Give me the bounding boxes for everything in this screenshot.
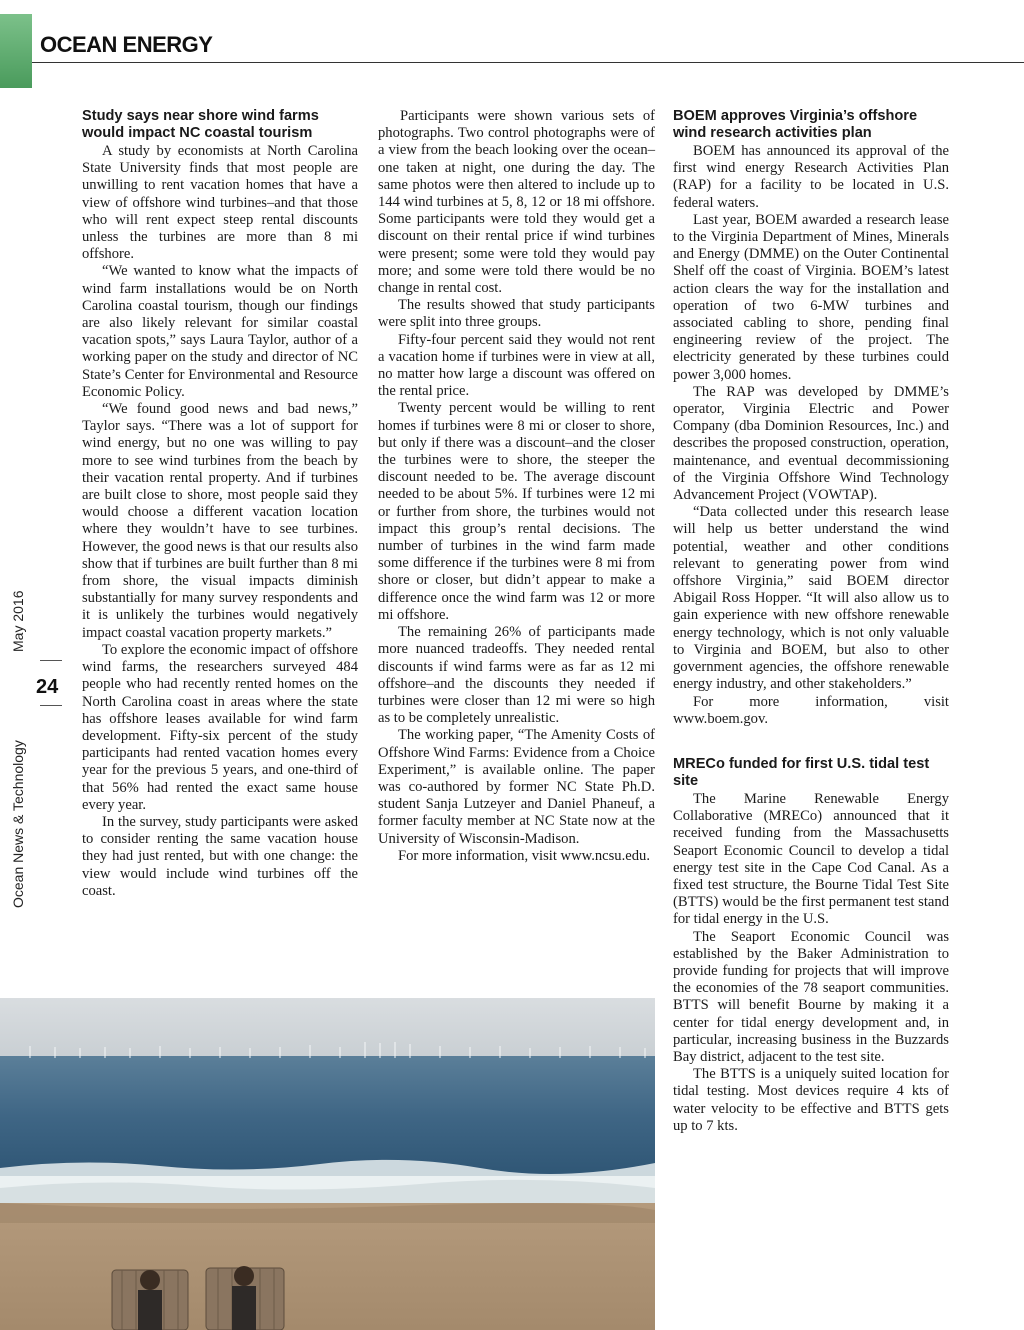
article-column-3 (673, 108, 949, 1135)
page-number: 24 (36, 676, 59, 698)
article1-paragraph: The results showed that study participants were split into three groups. (378, 297, 655, 331)
article2-headline: BOEM approves Virginia’s offshore wind research activities plan (673, 108, 918, 141)
article3-paragraph: The Marine Renewable Energy Collaborative (MRECo) announced that it received funding from the Massachusetts Seaport Economic Council to develop a tidal energy test site in the Cape Cod Canal. As a fixed test structure, the Bourne Tidal Test Site (BTTS) would be the first permanent test stand for tidal energy in the U.S. (673, 790, 949, 928)
article1-paragraph: “We found good news and bad news,” Taylor says. “There was a lot of support for wind energy, but no one was willing to pay more to see wind turbines from the beach by their vacation rental property. And if turbines are built close to shore, most people said they would choose a different vacation location where they wouldn’t have to see turbines. However, the good news is that our results also show that if turbines are built further than 8 mi from shore, the visual impacts diminish substantially for many survey respondents and it is unlikely the turbines would negatively impact coastal vacation property markets.” (82, 401, 358, 641)
header-accent-bar (0, 14, 32, 88)
sidebar-divider-bottom (40, 705, 62, 706)
section-title: OCEAN ENERGY (40, 32, 213, 57)
article-column-2 (378, 108, 655, 865)
article2-paragraph: “Data collected under this research lease will help us better understand the wind potential, weather and other conditions relevant to generating power from wind offshore Virginia,” said BOEM director Abigail Ross Hopper. “It will also allow us to gain experience with new offshore renewable energy technology, which is not only valuable to Virginia and BOEM, but also to other government agencies, the offshore renewable energy industry, and other stakeholders.” (673, 504, 949, 693)
header-divider (32, 62, 1024, 63)
article3-paragraph: The BTTS is a uniquely suited location for tidal testing. Most devices require 4 kts of water velocity to be effective and BTTS gets up to 7 kts. (673, 1066, 949, 1134)
article-spacer (673, 728, 949, 756)
beach-wind-farm-photo (0, 998, 655, 1330)
article1-paragraph: “We wanted to know what the impacts of wind farm installations would be on North Carolina coastal tourism, though our findings are also likely relevant for similar coastal vacation spots,” says Laura Taylor, author of a working paper on the study and director of NC State’s Center for Environmental and Resource Economic Policy. (82, 263, 358, 400)
article1-paragraph: In the survey, study participants were asked to consider renting the same vacation house they had just rented, but with one change: the view would include wind turbines off the coast. (82, 813, 358, 899)
article2-paragraph: Last year, BOEM awarded a research lease to the Virginia Department of Mines, Minerals and Energy (DMME) on the Outer Continental Shelf off the coast of Virginia. BOEM’s latest action clears the way for the installation and operation of two 6-MW turbines and associated cabling to shore, pending final engineering review of the project. The electricity generated by these turbines could power 3,000 homes. (673, 211, 949, 383)
article1-paragraph: Fifty-four percent said they would not rent a vacation home if turbines were in view at all, no matter how large a discount was offered on the rental price. (378, 331, 655, 400)
article1-paragraph: To explore the economic impact of offshore wind farms, the researchers surveyed 484 people who had recently rented homes on the North Carolina coast in areas where the state has offshore leases available for wind farm development. Fifty-six percent of the study participants had rented vacation homes every year for the previous 5 years, and one-third of that 56% had rented the exact same house every year. (82, 641, 358, 813)
article1-paragraph: The remaining 26% of participants made more nuanced tradeoffs. They needed rental discounts if wind farms were as far as 12 mi offshore–and the discounts they needed if turbines were closer than 12 mi were so high as to be completely unrealistic. (378, 624, 655, 727)
article1-paragraph: Participants were shown various sets of photographs. Two control photographs were of a view from the beach looking over the ocean–one taken at night, one during the day. The same photos were then altered to include up to 144 wind turbines at 5, 8, 12 or 18 mi offshore. Some participants were told they would get a discount on their rental price if wind turbines were present; some were told they would pay more; and some were told there would be no change in rental cost. (378, 108, 655, 297)
article3-paragraph: The Seaport Economic Council was established by the Baker Administration to provide funding for projects that will improve the economies of the 78 seaport communities. BTTS will benefit Bourne by making it a center for tidal energy development and, in particular, increasing business in the Buzzards Bay district, adjacent to the test site. (673, 928, 949, 1065)
article2-paragraph: The RAP was developed by DMME’s operator, Virginia Electric and Power Company (dba Dominion Resources, Inc.) and describes the proposed construction, operation, maintenance, and eventual decommissioning of the Virginia Offshore Wind Technology Advancement Project (VOWTAP). (673, 383, 949, 504)
article1-link-paragraph: For more information, visit www.ncsu.edu. (398, 847, 650, 864)
article-column-1 (82, 108, 358, 900)
article2-link-paragraph: For more information, visit www.boem.gov. (673, 693, 949, 727)
article1-paragraph: Twenty percent would be willing to rent homes if turbines were 8 mi or closer to shore, but only if there was a discount–and the closer the turbines were to shore, the steeper the discount needed to be. The average discount needed to be about 5%. If turbines were 12 mi or further from shore, the turbines would not impact this group’s rental decisions. The number of turbines in the wind farm made some difference if the turbines were 8 mi from shore or closer, but didn’t appear to make a difference once the wind farm was 12 or more mi offshore. (378, 400, 655, 623)
article1-paragraph: The working paper, “The Amenity Costs of Offshore Wind Farms: Evidence from a Choice Experiment,” is available online. The paper was co-authored by former NC State Ph.D. student Sanja Lutzeyer and Daniel Phaneuf, a former faculty member at NC State now at the University of Wisconsin-Madison. (378, 727, 655, 847)
article1-paragraph: A study by economists at North Carolina State University finds that most people are unwilling to rent vacation homes that have a view of offshore wind turbines–and that those who will rent expect steep rental discounts unless the turbines are more than 8 mi offshore. (82, 143, 358, 263)
publication-name: Ocean News & Technology (10, 740, 26, 908)
issue-date: May 2016 (10, 590, 26, 652)
article1-headline: Study says near shore wind farms would impact NC coastal tourism (82, 108, 319, 141)
article3-headline: MRECo funded for first U.S. tidal test site (673, 755, 930, 789)
article2-paragraph: BOEM has announced its approval of the first wind energy Research Activities Plan (RAP) for a facility to be located in U.S. federal waters. (673, 143, 949, 211)
sidebar-divider-top (40, 660, 62, 661)
